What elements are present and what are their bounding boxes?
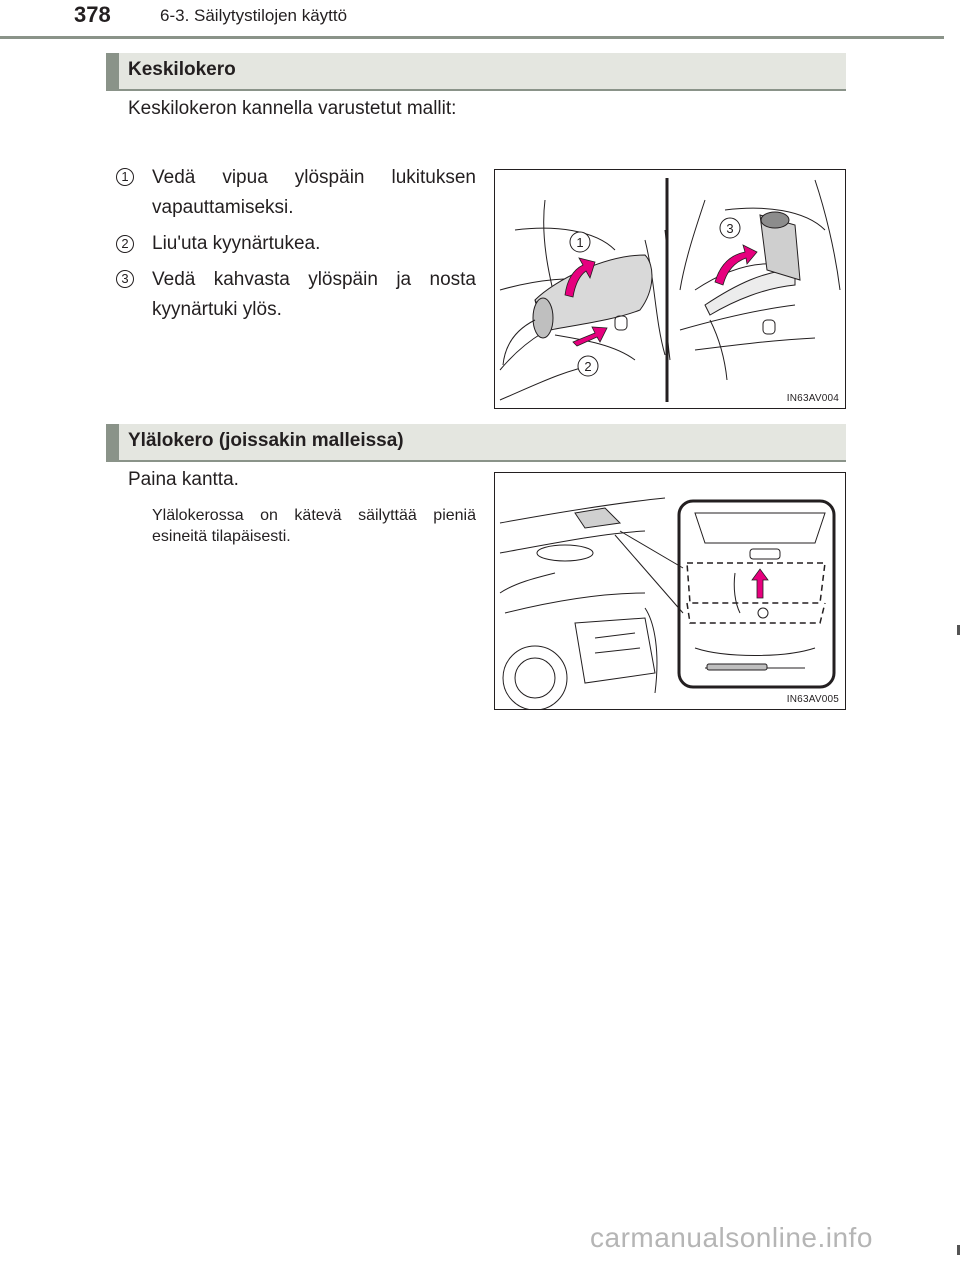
figure-overhead-console xyxy=(494,472,846,710)
step-text-1: Vedä vipua ylöspäin lukituksen vapauttamiseksi. xyxy=(152,167,476,218)
section-title: Keskilokero xyxy=(128,59,236,80)
section-heading-overhead xyxy=(106,424,846,462)
section-heading-keskilokero xyxy=(106,53,846,91)
step-number-1: 1 xyxy=(116,168,134,186)
step-text-3: Vedä kahvasta ylöspäin ja nosta kyynärtuki ylös. xyxy=(152,269,476,320)
arrow-press-lid xyxy=(752,569,768,598)
running-title: 6-3. Säilytystilojen käyttö xyxy=(160,6,348,25)
instruction-text: Paina kantta. xyxy=(128,469,239,490)
step-number-2: 2 xyxy=(116,235,134,253)
overhead-console-illustration xyxy=(495,473,845,709)
intro-text: Keskilokeron kannella varustetut mallit: xyxy=(128,98,457,119)
note-text: Ylälokerossa on kätevä säilyttää pieniä esineitä tilapäisesti. xyxy=(152,507,476,545)
step-number-3: 3 xyxy=(116,270,134,288)
arrow-slide xyxy=(573,327,607,346)
callout-1: 1 xyxy=(576,235,584,250)
arrow-raise xyxy=(715,245,757,285)
figure-code: IN63AV005 xyxy=(786,694,839,705)
console-box-illustration xyxy=(495,170,845,408)
watermark: carmanualsonline.info xyxy=(590,1222,873,1253)
page-number: 378 xyxy=(74,2,111,27)
callout-2: 2 xyxy=(584,359,592,374)
heading-bar xyxy=(106,53,119,89)
figure-console-box xyxy=(494,169,846,409)
section-title: Ylälokero (joissakin malleissa) xyxy=(128,430,404,451)
figure-code: IN63AV004 xyxy=(786,393,839,404)
header-rule xyxy=(0,36,944,39)
step-text-2: Liu'uta kyynärtukea. xyxy=(152,233,321,254)
callout-3: 3 xyxy=(726,221,734,236)
heading-bar xyxy=(106,424,119,460)
